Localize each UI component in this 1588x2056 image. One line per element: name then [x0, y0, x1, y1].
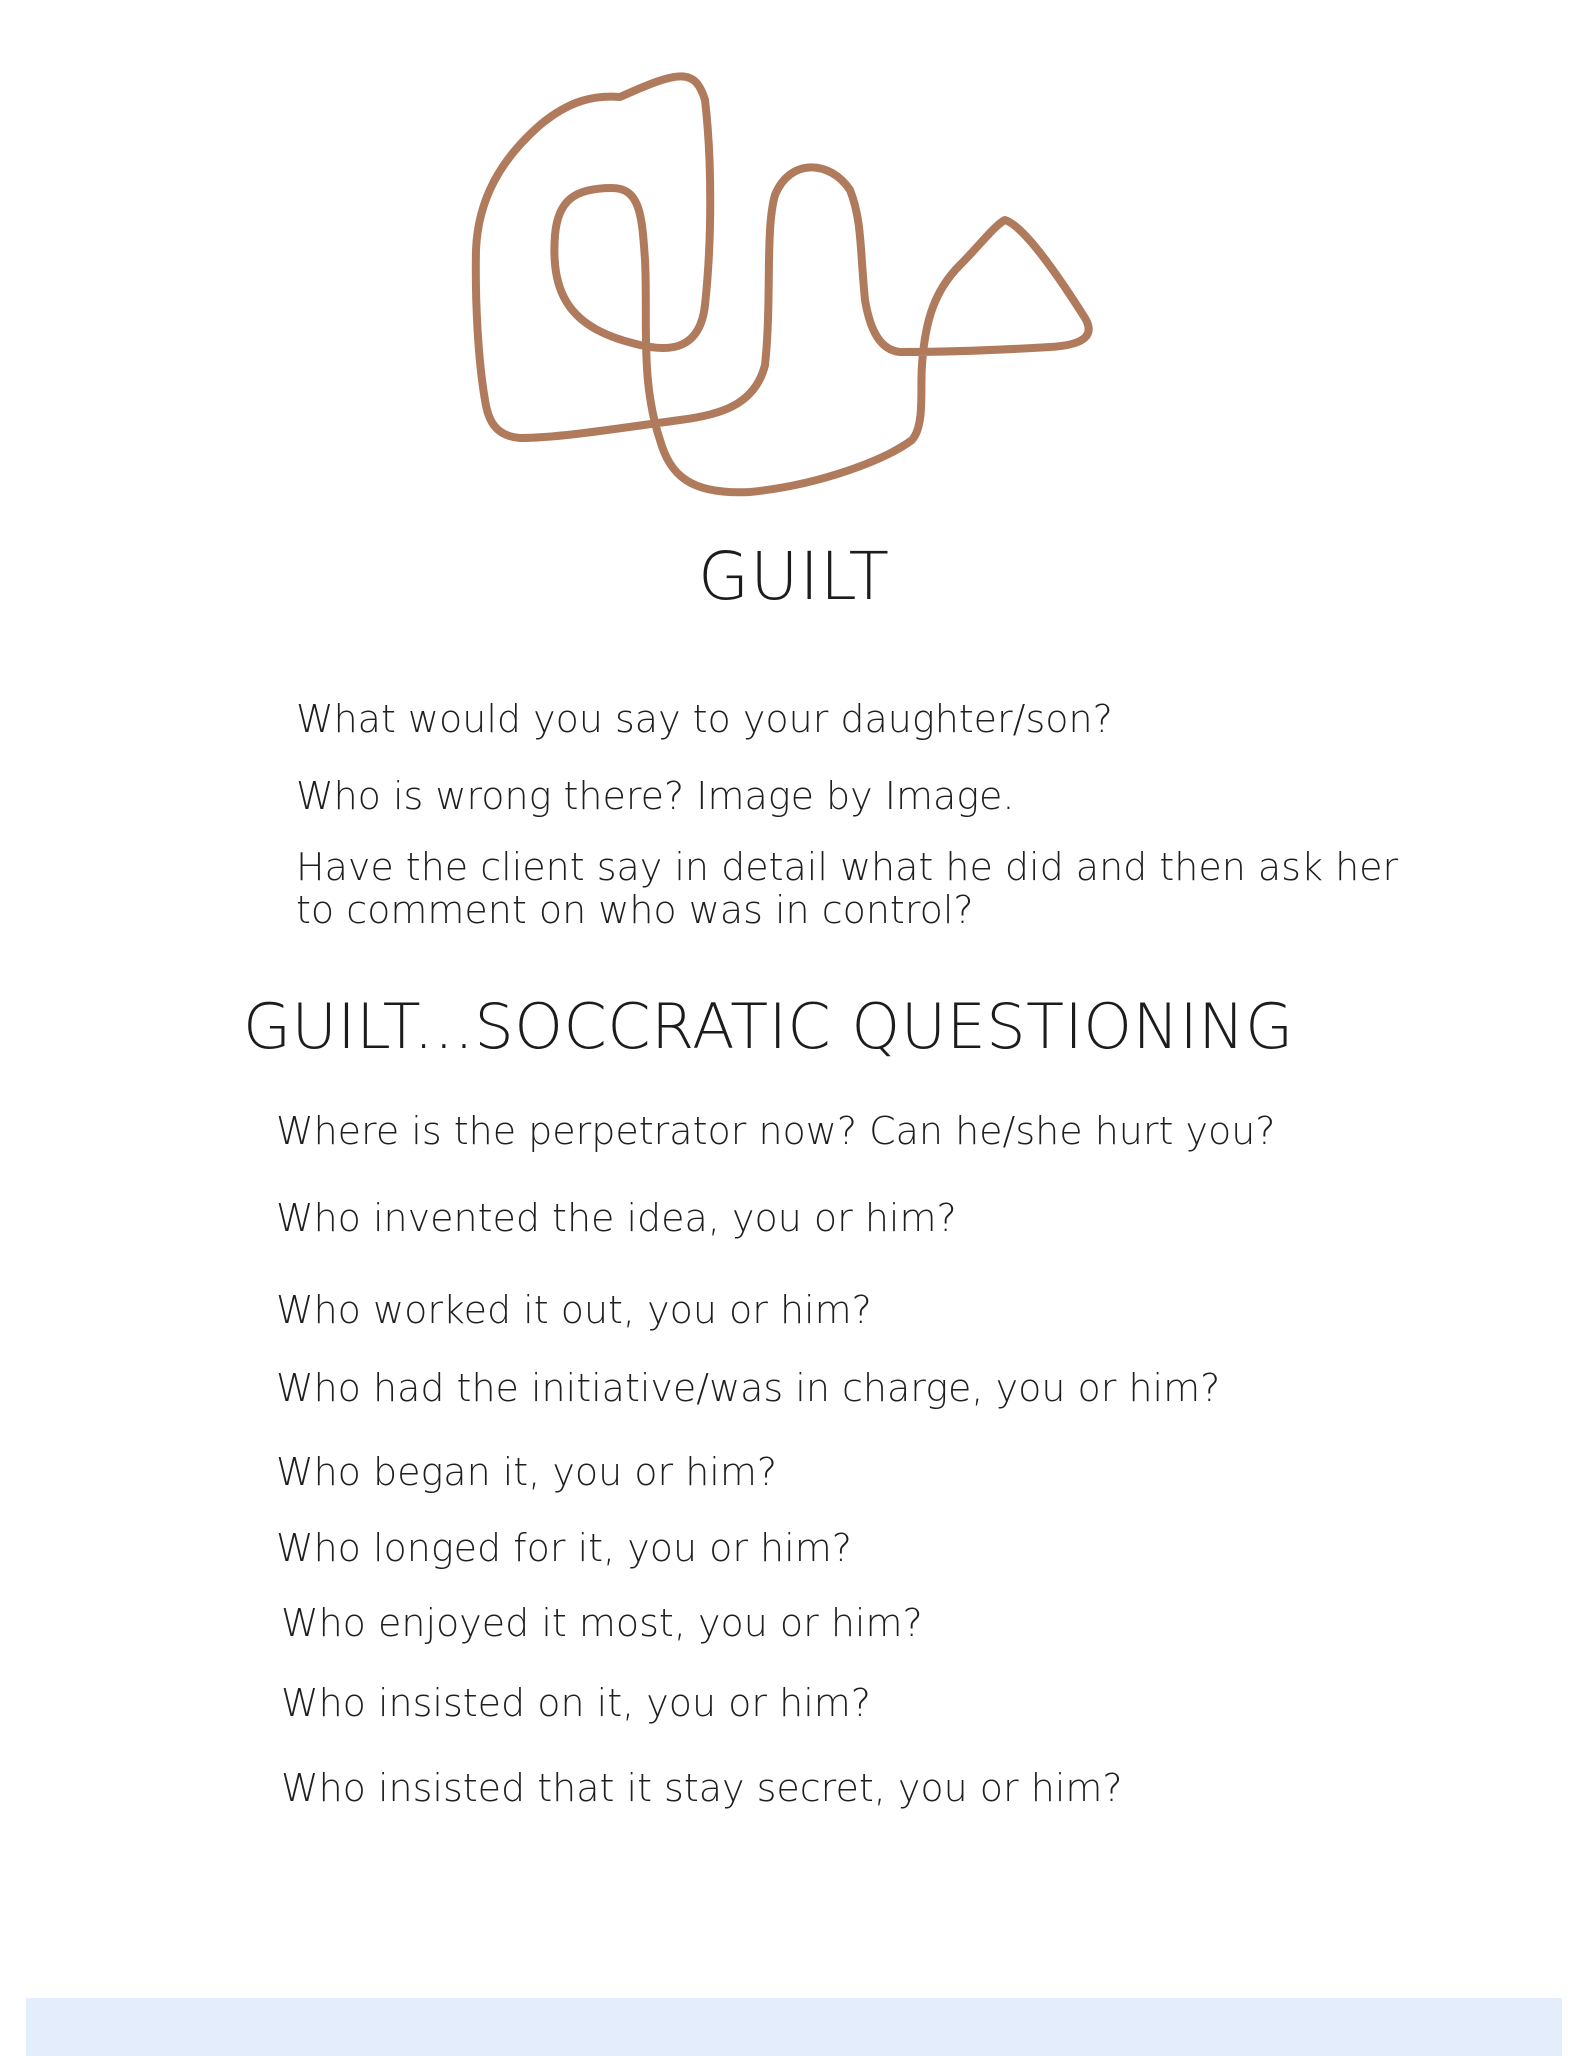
- socratic-question-5: Who began it, you or him?: [276, 1450, 778, 1494]
- socratic-question-6: Who longed for it, you or him?: [276, 1526, 852, 1570]
- guilt-question-1: What would you say to your daughter/son?: [296, 697, 1113, 741]
- guilt-question-2: Who is wrong there? Image by Image.: [296, 774, 1015, 818]
- page-title: GUILT: [698, 538, 890, 615]
- socratic-question-1: Where is the perpetrator now? Can he/she hurt you?: [276, 1109, 1276, 1153]
- guilt-question-3: Have the client say in detail what he did and then ask her to comment on who was in control?: [296, 845, 1399, 932]
- socratic-question-9: Who insisted that it stay secret, you or him?: [281, 1766, 1123, 1810]
- socratic-question-2: Who invented the idea, you or him?: [276, 1196, 957, 1240]
- socratic-question-7: Who enjoyed it most, you or him?: [281, 1601, 923, 1645]
- squiggle-path: [476, 76, 1089, 492]
- section-heading-socratic: GUILT...SOCCRATIC QUESTIONING: [243, 990, 1294, 1063]
- footer-band: [26, 1998, 1562, 2056]
- socratic-question-8: Who insisted on it, you or him?: [281, 1681, 871, 1725]
- socratic-question-3: Who worked it out, you or him?: [276, 1288, 872, 1332]
- abstract-line-drawing: [460, 60, 1110, 520]
- socratic-question-4: Who had the initiative/was in charge, you or him?: [276, 1366, 1221, 1410]
